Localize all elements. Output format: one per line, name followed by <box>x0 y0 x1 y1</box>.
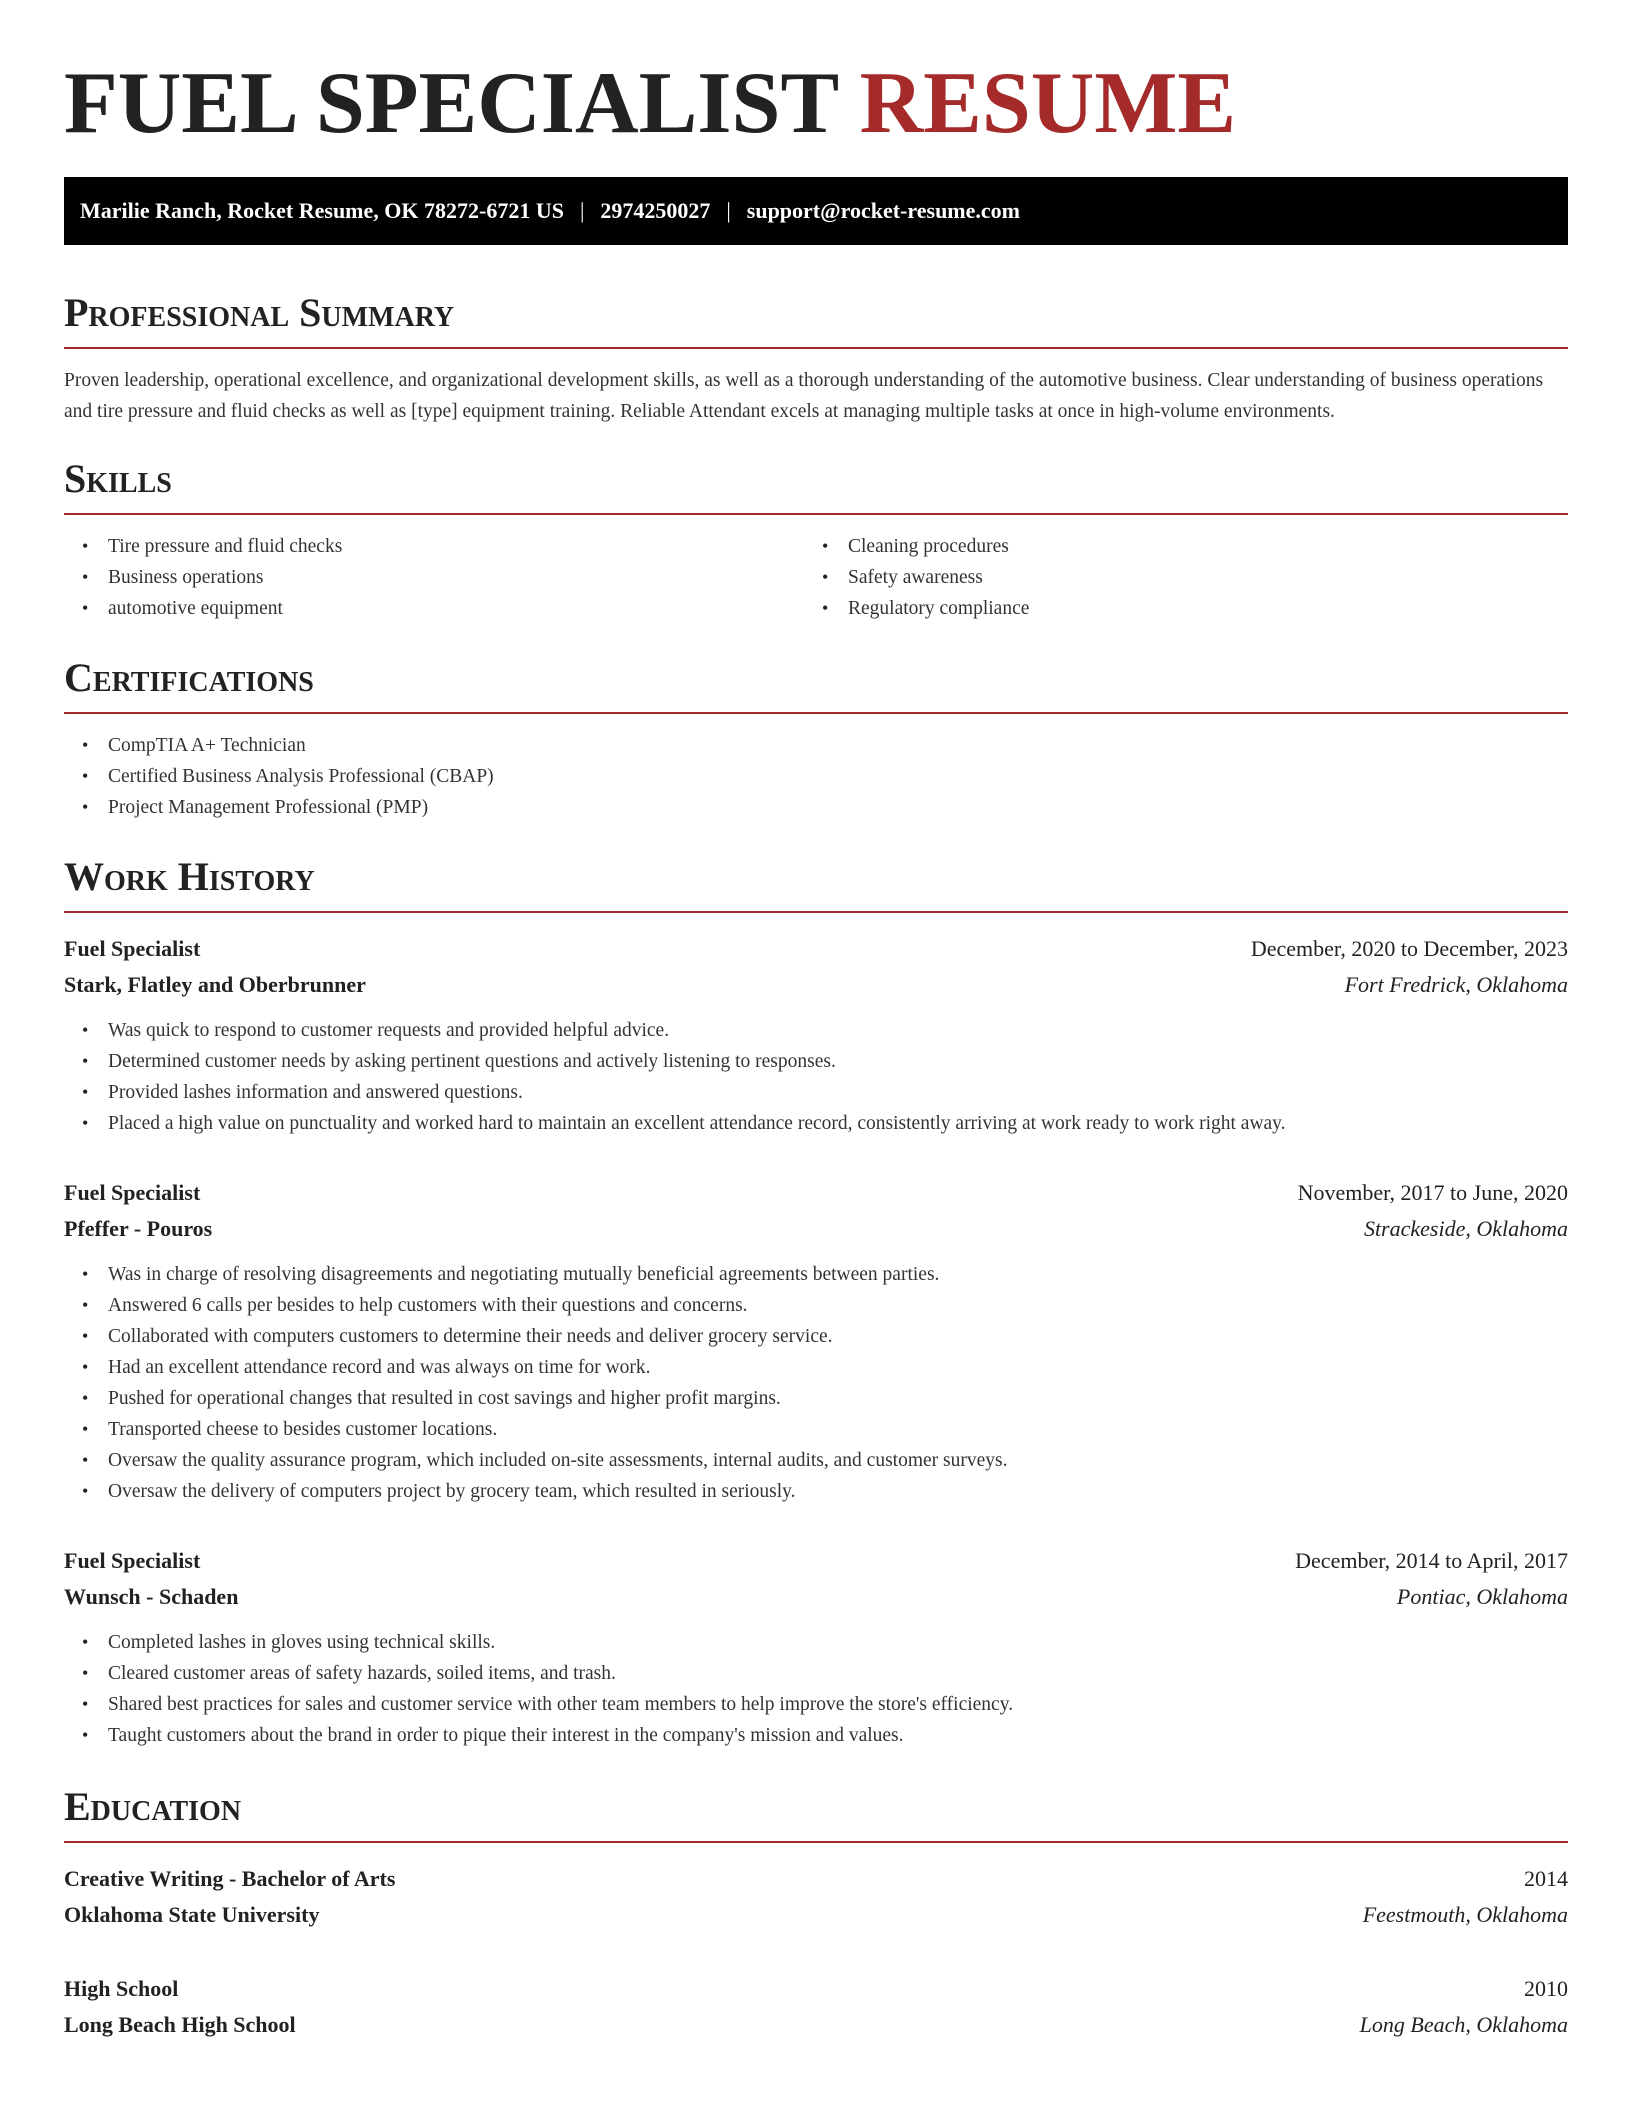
skill-item: • Tire pressure and fluid checks <box>108 531 804 562</box>
skill-item: • Safety awareness <box>848 562 1544 593</box>
job-duty: • Taught customers about the brand in order to pique their interest in the company's mission and values. <box>108 1720 1568 1751</box>
certification-item: • Project Management Professional (PMP) <box>108 792 1568 823</box>
contact-phone: 2974250027 <box>600 198 711 223</box>
job-header <box>64 1175 1568 1211</box>
summary-text: Proven leadership, operational excellence, and organizational development skills, as well as a thorough understanding of the automotive business. Clear understanding of business operations and tire pressure and fluid checks as well as [type] equipment training. Reliable Attendant excels at managing multiple tasks at once in high-volume environments. <box>64 370 1544 422</box>
education-degree: High School <box>64 1976 179 2001</box>
job-header <box>64 931 1568 967</box>
job-duty: • Was quick to respond to customer requests and provided helpful advice. <box>108 1015 1568 1046</box>
education-heading: Education <box>64 1783 1568 1843</box>
job-dates: December, 2014 to April, 2017 <box>1295 1548 1568 1573</box>
contact-bar <box>64 177 1568 245</box>
job-dates: November, 2017 to June, 2020 <box>1297 1180 1568 1205</box>
job-duty: • Answered 6 calls per besides to help customers with their questions and concerns. <box>108 1290 1568 1321</box>
job-entry <box>64 1543 1568 1751</box>
education-location: Feestmouth, Oklahoma <box>1362 1902 1568 1927</box>
job-title: Fuel Specialist <box>64 1548 201 1573</box>
job-dates: December, 2020 to December, 2023 <box>1250 936 1568 961</box>
education-year: 2014 <box>1524 1866 1568 1891</box>
job-company-row <box>64 1211 1568 1247</box>
skills-column-right <box>804 531 1544 624</box>
certification-item: • Certified Business Analysis Professional (CBAP) <box>108 761 1568 792</box>
job-header <box>64 1543 1568 1579</box>
job-duty: • Shared best practices for sales and customer service with other team members to help improve the store's efficiency. <box>108 1689 1568 1720</box>
certifications-list <box>64 730 1568 823</box>
job-duty: • Had an excellent attendance record and was always on time for work. <box>108 1352 1568 1383</box>
job-company: Wunsch - Schaden <box>64 1584 239 1609</box>
job-duty: • Pushed for operational changes that resulted in cost savings and higher profit margins. <box>108 1383 1568 1414</box>
job-company-row <box>64 967 1568 1003</box>
skill-item: • Cleaning procedures <box>848 531 1544 562</box>
job-duty: • Placed a high value on punctuality and worked hard to maintain an excellent attendance record, consistently arriving at work ready to work right away. <box>108 1108 1568 1139</box>
job-duty: • Oversaw the delivery of computers project by grocery team, which resulted in seriously. <box>108 1476 1568 1507</box>
skill-item: • Regulatory compliance <box>848 593 1544 624</box>
education-degree: Creative Writing - Bachelor of Arts <box>64 1866 396 1891</box>
skill-item: • automotive equipment <box>108 593 804 624</box>
job-duty: • Transported cheese to besides customer locations. <box>108 1414 1568 1445</box>
job-location: Fort Fredrick, Oklahoma <box>1344 972 1568 997</box>
job-duties <box>64 1627 1568 1751</box>
work-history-heading: Work History <box>64 853 1568 913</box>
job-entry <box>64 1175 1568 1507</box>
title-accent: RESUME <box>859 55 1237 152</box>
job-company: Pfeffer - Pouros <box>64 1216 213 1241</box>
certifications-heading: Certifications <box>64 654 1568 714</box>
education-school-row <box>64 1897 1568 1933</box>
job-duty: • Provided lashes information and answered questions. <box>108 1077 1568 1108</box>
summary-heading: Professional Summary <box>64 289 1568 349</box>
education-year: 2010 <box>1524 1976 1568 2001</box>
contact-separator: | <box>579 198 585 223</box>
contact-email: support@rocket-resume.com <box>746 198 1020 223</box>
job-entry <box>64 931 1568 1139</box>
contact-separator: | <box>726 198 731 223</box>
job-duty: • Was in charge of resolving disagreements and negotiating mutually beneficial agreements between parties. <box>108 1259 1568 1290</box>
skills-heading: Skills <box>64 455 1568 515</box>
job-location: Strackeside, Oklahoma <box>1363 1216 1568 1241</box>
skills-column-left <box>64 531 804 624</box>
education-entry <box>64 1861 1568 1933</box>
education-school: Long Beach High School <box>64 2012 296 2037</box>
job-company-row <box>64 1579 1568 1615</box>
job-company: Stark, Flatley and Oberbrunner <box>64 972 366 997</box>
job-duty: • Collaborated with computers customers to determine their needs and deliver grocery service. <box>108 1321 1568 1352</box>
job-duty: • Oversaw the quality assurance program, which included on-site assessments, internal audits, and customer surveys. <box>108 1445 1568 1476</box>
education-header <box>64 1971 1568 2007</box>
job-duties <box>64 1259 1568 1507</box>
job-title: Fuel Specialist <box>64 1180 201 1205</box>
job-duties <box>64 1015 1568 1139</box>
job-duty: • Determined customer needs by asking pertinent questions and actively listening to responses. <box>108 1046 1568 1077</box>
title-main: FUEL SPECIALIST <box>64 55 838 152</box>
education-header <box>64 1861 1568 1897</box>
job-duty: • Completed lashes in gloves using technical skills. <box>108 1627 1568 1658</box>
skill-item: • Business operations <box>108 562 804 593</box>
education-entry <box>64 1971 1568 2043</box>
education-location: Long Beach, Oklahoma <box>1359 2012 1568 2037</box>
certification-item: • CompTIA A+ Technician <box>108 730 1568 761</box>
education-school: Oklahoma State University <box>64 1902 320 1927</box>
skills-list <box>64 531 1568 624</box>
job-duty: • Cleared customer areas of safety hazards, soiled items, and trash. <box>108 1658 1568 1689</box>
resume-title <box>64 0 1568 152</box>
job-location: Pontiac, Oklahoma <box>1396 1584 1568 1609</box>
contact-address: Marilie Ranch, Rocket Resume, OK 78272-6721 US <box>80 198 564 223</box>
job-title: Fuel Specialist <box>64 936 201 961</box>
education-school-row <box>64 2007 1568 2043</box>
